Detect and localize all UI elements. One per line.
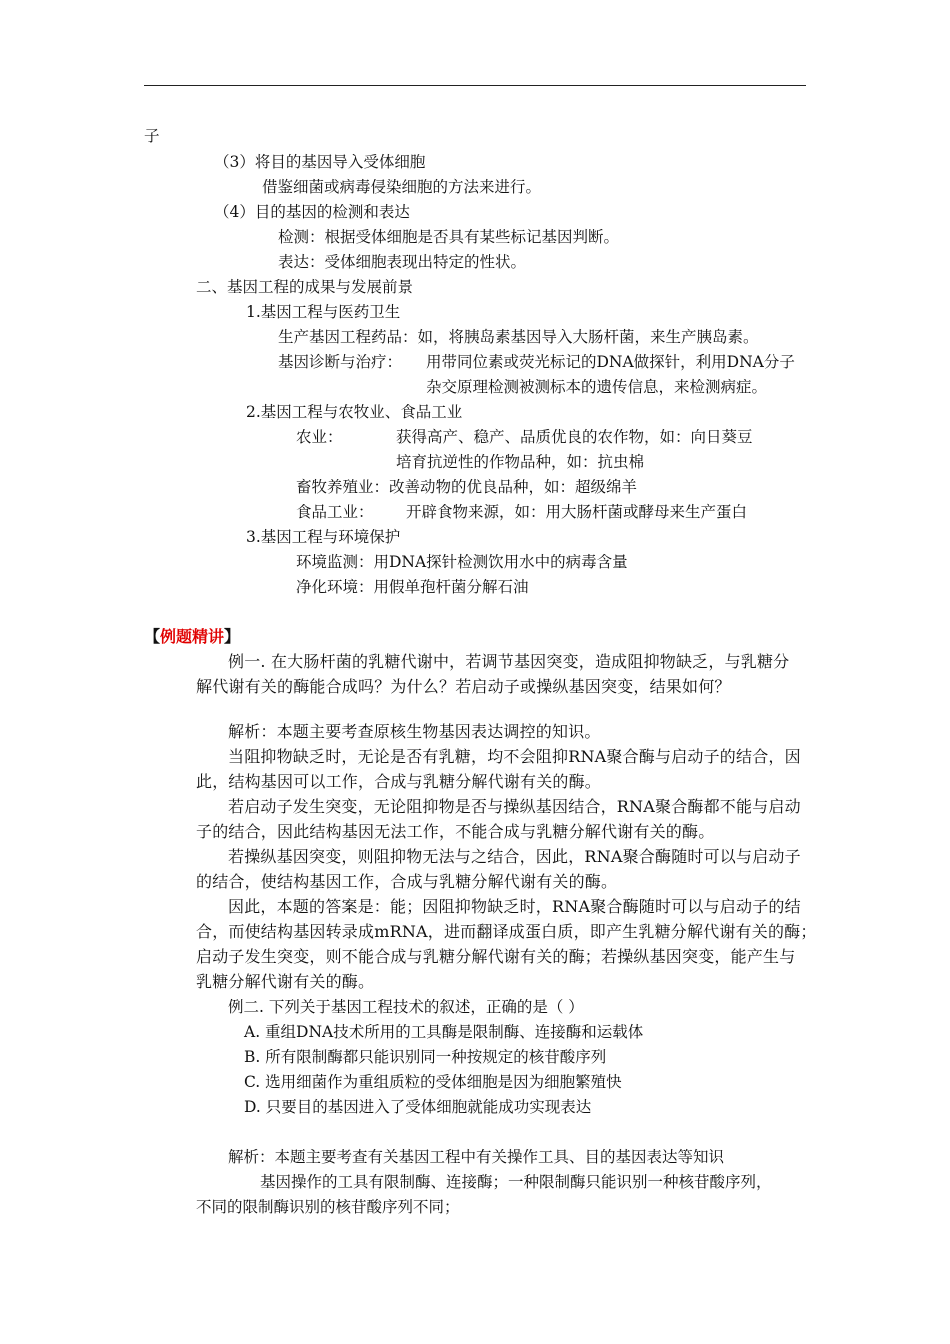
option-b: B. 所有限制酶都只能识别同一种按规定的核苷酸序列 <box>244 1048 607 1066</box>
example2-analysis: 基因操作的工具有限制酶、连接酶；一种限制酶只能识别一种核苷酸序列， <box>260 1173 772 1191</box>
option-a: A. 重组DNA技术所用的工具酶是限制酶、连接酶和运载体 <box>244 1023 644 1041</box>
text-line: （4）目的基因的检测和表达 <box>214 203 410 221</box>
text-line: 检测：根据受体细胞是否具有某些标记基因判断。 <box>278 228 620 246</box>
example1-analysis: 当阻抑物缺乏时，无论是否有乳糖，均不会阻抑RNA聚合酶与启动子的结合，因 <box>228 747 801 766</box>
text-line: 环境监测：用DNA探针检测饮用水中的病毒含量 <box>296 553 628 571</box>
text-line: 基因诊断与治疗： <box>278 353 403 371</box>
text-line: 培育抗逆性的作物品种，如：抗虫棉 <box>396 453 645 471</box>
text-line: 表达：受体细胞表现出特定的性状。 <box>278 253 527 271</box>
option-d: D. 只要目的基因进入了受体细胞就能成功实现表达 <box>244 1098 592 1116</box>
example2-question: 例二. 下列关于基因工程技术的叙述，正确的是（ ） <box>228 998 584 1016</box>
example2-analysis: 解析：本题主要考查有关基因工程中有关操作工具、目的基因表达等知识 <box>228 1148 725 1166</box>
text-line: 生产基因工程药品：如，将胰岛素基因导入大肠杆菌，来生产胰岛素。 <box>278 328 759 346</box>
example1-analysis: 此，结构基因可以工作，合成与乳糖分解代谢有关的酶。 <box>196 772 602 791</box>
text-line: 借鉴细菌或病毒侵染细胞的方法来进行。 <box>262 178 542 196</box>
example1-analysis: 若操纵基因突变，则阻抑物无法与之结合，因此，RNA聚合酶随时可以与启动子 <box>228 847 801 866</box>
example1-analysis: 的结合，使结构基因工作，合成与乳糖分解代谢有关的酶。 <box>196 872 618 891</box>
text-line: 用带同位素或荧光标记的DNA做探针，利用DNA分子 <box>426 353 795 371</box>
bracket-open: 【 <box>144 627 161 646</box>
text-line: 农业： <box>296 428 343 446</box>
text-line: 杂交原理检测被测标本的遗传信息，来检测病症。 <box>426 378 768 396</box>
header-rule <box>144 85 806 86</box>
text-line: 净化环境：用假单孢杆菌分解石油 <box>296 578 529 596</box>
text-line: 获得高产、稳产、品质优良的农作物，如：向日葵豆 <box>396 428 753 446</box>
example1-analysis: 解析：本题主要考查原核生物基因表达调控的知识。 <box>228 722 601 741</box>
section-title: 例题精讲 <box>160 627 225 646</box>
example1-analysis: 子的结合，因此结构基因无法工作，不能合成与乳糖分解代谢有关的酶。 <box>196 822 715 841</box>
text-line: 畜牧养殖业：改善动物的优良品种，如：超级绵羊 <box>296 478 638 496</box>
example1-answer: 合，而使结构基因转录成mRNA，进而翻译成蛋白质，即产生乳糖分解代谢有关的酶； <box>196 922 817 941</box>
example1-answer: 启动子发生突变，则不能合成与乳糖分解代谢有关的酶；若操纵基因突变，能产生与 <box>196 947 796 966</box>
text-line: 食品工业： <box>296 503 374 521</box>
example2-analysis: 不同的限制酶识别的核苷酸序列不同； <box>196 1198 460 1216</box>
text-line: 3.基因工程与环境保护 <box>246 528 401 546</box>
text-line: （3）将目的基因导入受体细胞 <box>214 153 426 171</box>
text-line: 开辟食物来源，如：用大肠杆菌或酵母来生产蛋白 <box>406 503 748 521</box>
example1-question: 解代谢有关的酶能合成吗？为什么？若启动子或操纵基因突变，结果如何？ <box>196 677 731 696</box>
example1-analysis: 若启动子发生突变，无论阻抑物是否与操纵基因结合，RNA聚合酶都不能与启动 <box>228 797 801 816</box>
bracket-close: 】 <box>224 627 241 646</box>
example1-answer: 乳糖分解代谢有关的酶。 <box>196 972 375 991</box>
text-line: 子 <box>144 127 160 145</box>
example1-question: 例一. 在大肠杆菌的乳糖代谢中，若调节基因突变，造成阻抑物缺乏，与乳糖分 <box>228 652 790 671</box>
option-c: C. 选用细菌作为重组质粒的受体细胞是因为细胞繁殖快 <box>244 1073 622 1091</box>
text-line: 二、基因工程的成果与发展前景 <box>196 278 414 296</box>
text-line: 2.基因工程与农牧业、食品工业 <box>246 403 463 421</box>
section-heading <box>144 627 240 647</box>
example1-answer: 因此，本题的答案是：能；因阻抑物缺乏时，RNA聚合酶随时可以与启动子的结 <box>228 897 801 916</box>
text-line: 1.基因工程与医药卫生 <box>246 303 401 321</box>
